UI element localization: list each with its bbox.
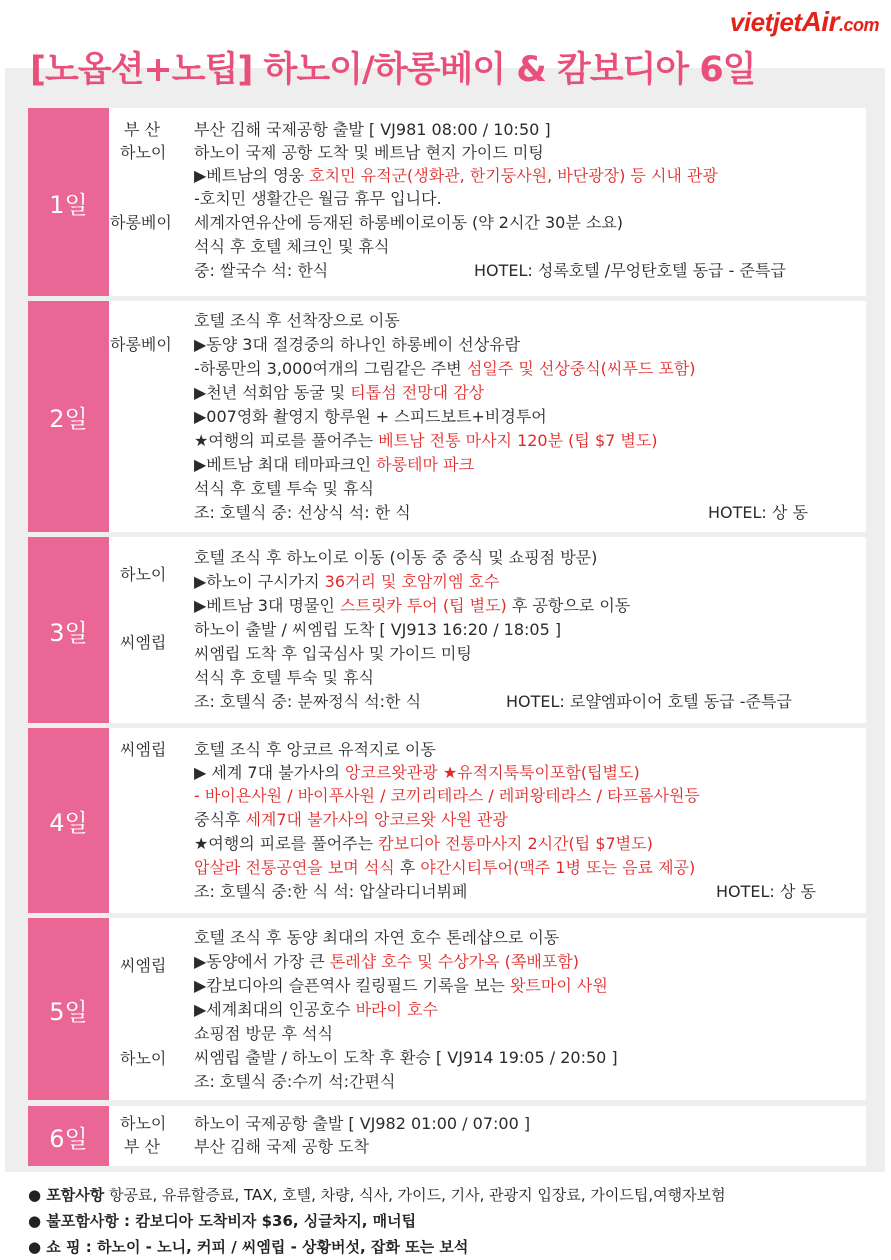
- highlight-text: 야간시티투어(맥주 1병 또는 음료 제공): [420, 858, 696, 877]
- itinerary-line: [194, 187, 442, 210]
- shopping-text: : 하노이 - 노니, 커피 / 씨엠립 - 상황버섯, 잡화 또는 보석: [80, 1238, 469, 1256]
- itinerary-line: [194, 926, 559, 949]
- highlight-text: 티톱섬 전망대 감상: [350, 383, 485, 402]
- highlight-text: 36거리 및 호암끼엠 호수: [324, 572, 500, 591]
- itinerary-line: [194, 950, 579, 973]
- location-label: 씨엠립: [120, 956, 167, 975]
- highlight-text: 하롱테마 파크: [376, 455, 474, 474]
- shopping-label: ● 쇼 핑: [28, 1238, 81, 1256]
- line-text: 석식 후 호텔 투숙 및 휴식: [194, 479, 374, 498]
- hotel-info: HOTEL: 로얄엠파이어 호텔 동급 -준특급: [506, 692, 792, 711]
- day-label: 2일: [28, 301, 109, 532]
- itinerary-line: [194, 998, 438, 1021]
- highlight-text: 바라이 호수: [355, 1000, 438, 1019]
- day-row-6: [28, 1106, 866, 1166]
- line-text: ▶베트남 3대 명물인: [194, 596, 340, 615]
- highlight-text: 섬일주 및 선상중식(씨푸드 포함): [466, 359, 696, 378]
- line-text: 석식 후 호텔 체크인 및 휴식: [194, 237, 390, 256]
- line-text: 씨엠립 도착 후 입국심사 및 가이드 미팅: [194, 644, 472, 663]
- line-text: 조: 호텔식 중: 선상식 석: 한 식: [194, 503, 411, 522]
- itinerary-line: [194, 784, 700, 807]
- line-text: 호텔 조식 후 동양 최대의 자연 호수 톤레샵으로 이동: [194, 928, 560, 947]
- itinerary-line: [194, 618, 561, 641]
- hotel-info: HOTEL: 상 동: [708, 503, 808, 522]
- line-text: 씨엠립 출발 / 하노이 도착 후 환승 [ VJ914 19:05 / 20:50 ]: [194, 1048, 618, 1067]
- included-info: [28, 1184, 726, 1205]
- itinerary-line: [194, 309, 400, 332]
- line-text: 중: 쌀국수 석: 한식: [194, 261, 329, 280]
- location-label: 하노이: [120, 143, 167, 162]
- line-text: ▶베트남 최대 테마파크인: [194, 455, 377, 474]
- itinerary-line: [194, 164, 718, 187]
- itinerary-line: [194, 118, 551, 141]
- line-text: 세계자연유산에 등재된 하롱베이로이동 (약 2시간 30분 소요): [194, 213, 624, 232]
- excluded-label: ● 불포함사항: [28, 1212, 119, 1230]
- highlight-text: 앙코르왓관광 ★유적지툭툭이포함(팁별도): [345, 763, 640, 782]
- highlight-text: 스트릿카 투어 (팁 별도): [339, 596, 507, 615]
- highlight-text: 베트남 전통 마사지 120분 (팁 $7 별도): [378, 431, 658, 450]
- itinerary-line: [194, 856, 695, 879]
- itinerary-line: [194, 546, 597, 569]
- location-label: 하롱베이: [110, 335, 172, 354]
- day-row-4: [28, 728, 866, 913]
- line-text: 조: 호텔식 중:한 식 석: 압살라디너뷔페: [194, 882, 468, 901]
- itinerary-line: [194, 429, 658, 452]
- itinerary-line: [194, 477, 374, 500]
- itinerary-line: [194, 761, 640, 784]
- itinerary-line: [194, 333, 520, 356]
- line-text: ★여행의 피로를 풀어주는: [194, 431, 379, 450]
- line-text: -하롱만의 3,000여개의 그림같은 주변: [194, 359, 467, 378]
- line-text: 부산 김해 국제 공항 도착: [194, 1137, 369, 1156]
- shopping-info: [28, 1236, 468, 1257]
- itinerary-line: [194, 501, 411, 524]
- itinerary-line: [194, 880, 467, 903]
- line-text: ▶하노이 구시가지: [194, 572, 325, 591]
- day-label: 6일: [28, 1106, 109, 1166]
- line-text: 하노이 국제 공항 도착 및 베트남 현지 가이드 미팅: [194, 143, 544, 162]
- page-title: [노옵션+노팁] 하노이/하롱베이 & 캄보디아 6일: [30, 50, 756, 90]
- line-text: ★여행의 피로를 풀어주는: [194, 834, 379, 853]
- day-label: 1일: [28, 108, 109, 296]
- itinerary-line: [194, 357, 696, 380]
- day-label: 4일: [28, 728, 109, 913]
- itinerary-line: [194, 235, 389, 258]
- line-text: 하노이 출발 / 씨엠립 도착 [ VJ913 16:20 / 18:05 ]: [194, 620, 562, 639]
- line-text: 쇼핑점 방문 후 석식: [194, 1024, 333, 1043]
- location-label: 하롱베이: [110, 213, 172, 232]
- line-text: 후: [394, 858, 421, 877]
- day-row-2: [28, 301, 866, 532]
- location-label: 씨엠립: [120, 633, 167, 652]
- line-text: 조: 호텔식 중:수끼 석:간편식: [194, 1072, 396, 1091]
- itinerary-line: [194, 642, 472, 665]
- itinerary-line: [194, 1022, 333, 1045]
- hotel-info: HOTEL: 상 동: [716, 882, 816, 901]
- location-label: 씨엠립: [120, 740, 167, 759]
- itinerary-line: [194, 570, 499, 593]
- itinerary-line: [194, 738, 436, 761]
- itinerary-line: [194, 1112, 530, 1135]
- included-label: ● 포함사항: [28, 1186, 105, 1204]
- line-text: 부산 김해 국제공항 출발 [ VJ981 08:00 / 10:50 ]: [194, 120, 551, 139]
- line-text: ▶동양에서 가장 큰: [194, 952, 330, 971]
- day-row-5: [28, 918, 866, 1100]
- location-label: 하노이: [120, 1049, 167, 1068]
- location-label: 부 산: [124, 1137, 160, 1156]
- itinerary-line: [194, 666, 374, 689]
- itinerary-line: [194, 259, 328, 282]
- line-text: 중식후: [194, 810, 246, 829]
- itinerary-line: [194, 808, 508, 831]
- highlight-text: 왓트마이 사원: [509, 976, 608, 995]
- location-label: 하노이: [120, 1114, 167, 1133]
- day-row-1: [28, 108, 866, 296]
- itinerary-line: [194, 690, 421, 713]
- day-label: 5일: [28, 918, 109, 1100]
- excluded-text: : 캄보디아 도착비자 $36, 싱글차지, 매너팁: [118, 1212, 417, 1230]
- itinerary-line: [194, 1046, 618, 1069]
- line-text: 호텔 조식 후 앙코르 유적지로 이동: [194, 740, 436, 759]
- highlight-text: 압살라 전통공연을 보며 석식: [194, 858, 395, 877]
- itinerary-line: [194, 453, 474, 476]
- vietjet-logo: vietjetAir.com: [729, 6, 879, 37]
- day-row-3: [28, 537, 866, 723]
- location-label: 부 산: [124, 120, 160, 139]
- day-label: 3일: [28, 537, 109, 723]
- line-text: 후 공항으로 이동: [506, 596, 631, 615]
- highlight-text: 캄보디아 전통마사지 2시간(팁 $7별도): [378, 834, 653, 853]
- line-text: 조: 호텔식 중: 분짜정식 석:한 식: [194, 692, 422, 711]
- highlight-text: 세계7대 불가사의 앙코르왓 사원 관광: [245, 810, 508, 829]
- itinerary-line: [194, 1135, 369, 1158]
- line-text: ▶ 세계 7대 불가사의: [194, 763, 346, 782]
- excluded-info: [28, 1210, 416, 1231]
- itinerary-line: [194, 381, 484, 404]
- line-text: 석식 후 호텔 투숙 및 휴식: [194, 668, 374, 687]
- highlight-text: 호치민 유적군(생화관, 한기둥사원, 바단광장) 등 시내 관광: [309, 166, 718, 185]
- itinerary-line: [194, 141, 544, 164]
- line-text: 호텔 조식 후 선착장으로 이동: [194, 311, 400, 330]
- itinerary-line: [194, 211, 623, 234]
- itinerary-line: [194, 594, 630, 617]
- itinerary-line: [194, 974, 608, 997]
- line-text: -호치민 생활간은 월금 휴무 입니다.: [194, 189, 442, 208]
- hotel-info: HOTEL: 성록호텔 /무엉탄호텔 동급 - 준특급: [474, 261, 786, 280]
- line-text: ▶동양 3대 절경중의 하나인 하롱베이 선상유람: [194, 335, 521, 354]
- itinerary-line: [194, 832, 653, 855]
- highlight-text: 톤레샵 호수 및 수상가옥 (쪽배포함): [329, 952, 579, 971]
- line-text: ▶007영화 촬영지 항루원 + 스피드보트+비경투어: [194, 407, 547, 426]
- line-text: ▶캄보디아의 슬픈역사 킬링필드 기록을 보는: [194, 976, 510, 995]
- line-text: 하노이 국제공항 출발 [ VJ982 01:00 / 07:00 ]: [194, 1114, 531, 1133]
- highlight-text: - 바이욘사원 / 바이푸사원 / 코끼리테라스 / 레퍼왕테라스 / 타프롬사원등: [194, 786, 700, 805]
- itinerary-line: [194, 405, 547, 428]
- location-label: 하노이: [120, 565, 167, 584]
- line-text: ▶세계최대의 인공호수: [194, 1000, 356, 1019]
- line-text: ▶베트남의 영웅: [194, 166, 310, 185]
- line-text: ▶천년 석회암 동굴 및: [194, 383, 351, 402]
- itinerary-line: [194, 1070, 395, 1093]
- line-text: 호텔 조식 후 하노이로 이동 (이동 중 중식 및 쇼핑점 방문): [194, 548, 598, 567]
- included-text: 항공료, 유류할증료, TAX, 호텔, 차량, 식사, 가이드, 기사, 관광지 입장료, 가이드팁,여행자보험: [104, 1186, 726, 1204]
